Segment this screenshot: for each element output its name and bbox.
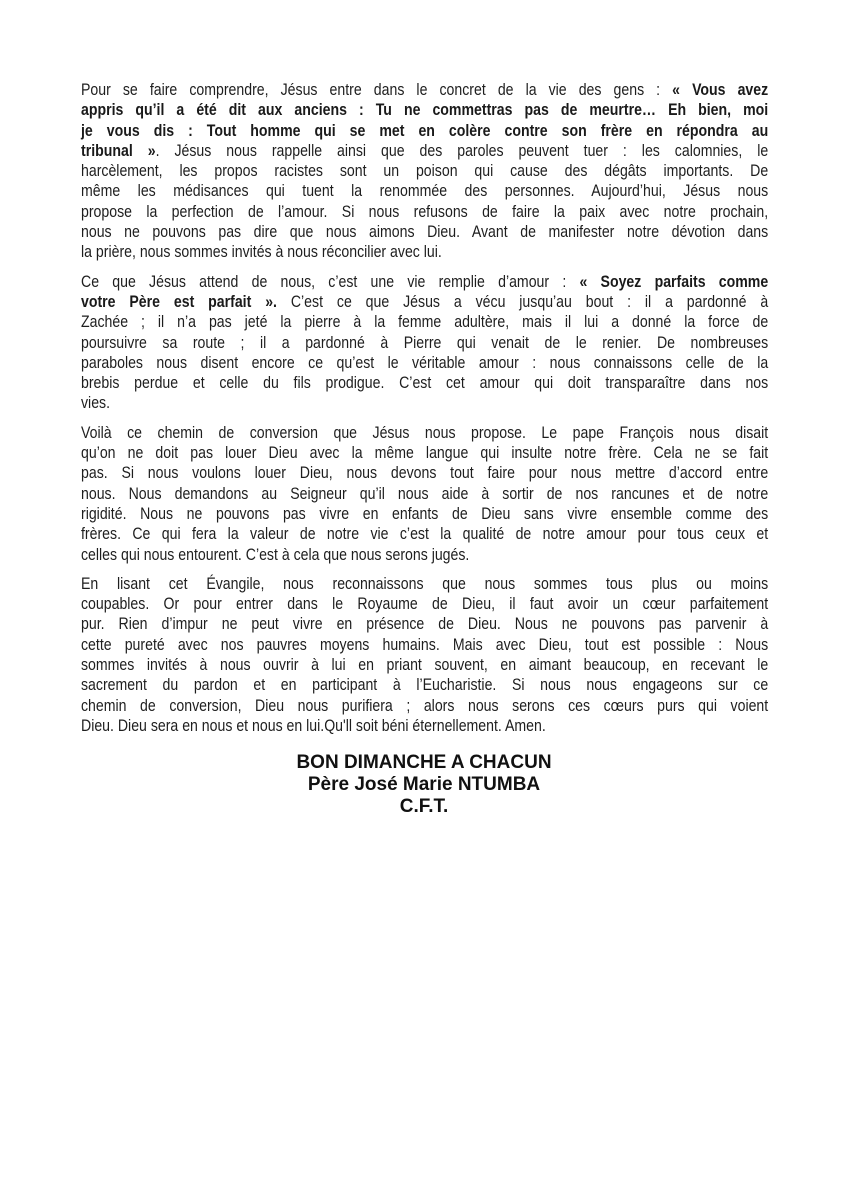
text-line: [81, 393, 768, 413]
text-line: [81, 292, 768, 312]
text-run: frères. Ce qui fera la valeur de notre vie c’est la qualité de notre amour pour tous ceux et: [81, 524, 769, 544]
text-line: [81, 312, 768, 332]
text-run: Dieu. Dieu sera en nous et nous en lui.Qu'll soit béni éternellement. Amen.: [81, 715, 546, 735]
text-run: harcèlement, les propos racistes sont un poison qui cause des dégâts importants. De: [81, 161, 769, 181]
text-line: [81, 161, 768, 181]
bold-quote: appris qu’il a été dit aux anciens : Tu ne commettras pas de meurtre… Eh bien, moi: [81, 100, 769, 120]
text-line: [81, 716, 768, 736]
text-run: Voilà ce chemin de conversion que Jésus nous propose. Le pape François nous disait: [81, 422, 769, 442]
text-line: [81, 222, 768, 242]
text-run: pur. Rien d’impur ne peut vivre en présence de Dieu. Nous ne pouvons pas parvenir à: [81, 614, 769, 634]
text-line: [81, 614, 768, 634]
bold-quote: je vous dis : Tout homme qui se met en colère contre son frère en répondra au: [81, 120, 769, 140]
text-run: nous. Nous demandons au Seigneur qu’il nous aide à sortir de nos rancunes et de notre: [81, 483, 769, 503]
author-affiliation: C.F.T.: [399, 796, 449, 817]
closing-block: [0, 752, 848, 818]
author-name: Père José Marie NTUMBA: [307, 774, 541, 795]
paragraph: [81, 574, 768, 736]
text-line: [81, 272, 768, 292]
text-run: sommes invités à nous ouvrir à lui en priant souvent, en aimant beaucoup, en recevant le: [81, 655, 769, 675]
text-line: [81, 242, 768, 262]
text-run: C’est ce que Jésus a vécu jusqu’au bout : il a pardonné à: [276, 291, 769, 311]
text-line: [81, 202, 768, 222]
text-run: rigidité. Nous ne pouvons pas vivre en enfants de Dieu sans vivre ensemble comme des: [81, 503, 769, 523]
text-line: [81, 333, 768, 353]
text-line: [81, 574, 768, 594]
text-line: [81, 524, 768, 544]
text-run: qu’on ne doit pas louer Dieu avec la même langue qui insulte notre frère. Cela ne se fait: [81, 443, 769, 463]
text-run: brebis perdue et celle du fils prodigue. C’est cet amour qui doit transparaître dans nos: [81, 373, 769, 393]
text-line: [81, 181, 768, 201]
text-run: la prière, nous sommes invités à nous réconcilier avec lui.: [81, 242, 442, 262]
bold-quote: « Soyez parfaits comme: [579, 271, 769, 291]
text-run: Zachée ; il n’a pas jeté la pierre à la femme adultère, mais il lui a donné la force de: [81, 312, 769, 332]
text-line: [81, 504, 768, 524]
text-line: [81, 100, 768, 120]
paragraph: [81, 80, 768, 263]
bold-quote: tribunal »: [81, 140, 156, 160]
text-line: [81, 423, 768, 443]
sermon-body: [81, 80, 768, 745]
text-line: [81, 80, 768, 100]
text-run: En lisant cet Évangile, nous reconnaissons que nous sommes tous plus ou moins: [81, 573, 769, 593]
text-run: coupables. Or pour entrer dans le Royaume de Dieu, il faut avoir un cœur parfaitement: [81, 594, 769, 614]
text-line: [81, 373, 768, 393]
paragraph: [81, 272, 768, 414]
text-run: paraboles nous disent encore ce qu’est le véritable amour : nous connaissons celle de la: [81, 352, 769, 372]
text-run: propose la perfection de l’amour. Si nous refusons de faire la paix avec notre prochain,: [81, 201, 769, 221]
text-line: [81, 696, 768, 716]
text-line: [81, 594, 768, 614]
text-line: [81, 443, 768, 463]
text-line: [81, 675, 768, 695]
text-line: [81, 141, 768, 161]
text-run: Pour se faire comprendre, Jésus entre dans le concret de la vie des gens :: [81, 80, 673, 99]
text-run: sacrement du pardon et en participant à l’Eucharistie. Si nous nous engageons sur ce: [81, 675, 769, 695]
text-run: Ce que Jésus attend de nous, c’est une vie remplie d’amour :: [81, 271, 580, 291]
text-run: même les médisances qui tuent la renommée des personnes. Aujourd’hui, Jésus nous: [81, 181, 769, 201]
text-run: chemin de conversion, Dieu nous purifiera ; alors nous serons ces cœurs purs qui voient: [81, 695, 769, 715]
paragraph: [81, 423, 768, 565]
text-run: . Jésus nous rappelle ainsi que des paroles peuvent tuer : les calomnies, le: [155, 140, 769, 160]
text-line: [81, 655, 768, 675]
text-run: vies.: [81, 393, 111, 413]
text-run: cette pureté avec nos pauvres moyens humains. Mais avec Dieu, tout est possible : Nous: [81, 634, 769, 654]
closing-greeting: BON DIMANCHE A CHACUN: [296, 752, 552, 773]
text-run: celles qui nous entourent. C’est à cela que nous serons jugés.: [81, 544, 470, 564]
text-line: [81, 635, 768, 655]
text-line: [81, 353, 768, 373]
text-line: [81, 484, 768, 504]
text-line: [81, 121, 768, 141]
text-line: [81, 463, 768, 483]
bold-quote: « Vous avez: [672, 80, 769, 99]
bold-quote: votre Père est parfait ».: [81, 291, 277, 311]
text-run: pas. Si nous voulons louer Dieu, nous devons tout faire pour nous mettre d’accord entre: [81, 463, 769, 483]
text-run: nous ne pouvons pas dire que nous aimons Dieu. Avant de manifester notre dévotion dans: [81, 222, 769, 242]
text-line: [81, 545, 768, 565]
text-run: poursuivre sa route ; il a pardonné à Pierre qui venait de le renier. De nombreuses: [81, 332, 769, 352]
